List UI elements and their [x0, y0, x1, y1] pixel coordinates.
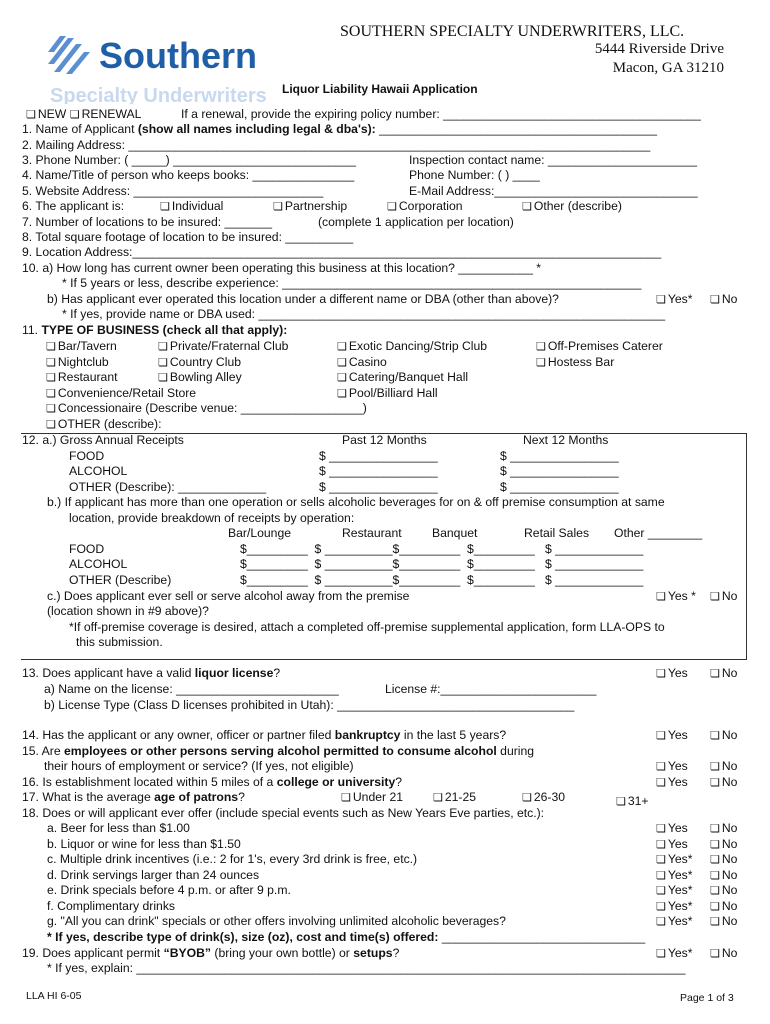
bt-label: Bowling Alley: [169, 370, 242, 384]
q13-yes-checkbox[interactable]: [656, 666, 668, 680]
q12c-yes: Yes *: [667, 589, 696, 603]
bt-label: Concessionaire (Describe venue: __________________): [57, 401, 367, 415]
q10b-yes-checkbox[interactable]: [656, 292, 668, 306]
q14-no-checkbox[interactable]: [710, 728, 722, 742]
q19-pre: 19. Does applicant permit: [22, 946, 164, 960]
renewal-policy-field[interactable]: If a renewal, provide the expiring policy number: ______________________________________: [181, 107, 701, 121]
q18-item: e. Drink specials before 4 p.m. or after 9 p.m.: [47, 883, 291, 897]
q18-no-checkbox[interactable]: [710, 821, 722, 835]
new-label: NEW: [37, 107, 67, 121]
bt-checkbox[interactable]: [337, 339, 349, 353]
partnership-checkbox[interactable]: [273, 199, 285, 213]
q12-alcohol-next[interactable]: $ ________________: [500, 464, 619, 478]
bt-label: Casino: [348, 355, 387, 369]
q13a-license[interactable]: License #:_______________________: [385, 682, 597, 696]
q10b-dba[interactable]: * If yes, provide name or DBA used: ____________________________________________________________: [62, 307, 666, 321]
q12b-alcohol: ALCOHOL: [69, 557, 128, 571]
q16-no: No: [721, 775, 738, 789]
q18-item: a. Beer for less than $1.00: [47, 821, 190, 835]
q14-yes-checkbox[interactable]: [656, 728, 668, 742]
logo-stripes-icon: [44, 26, 284, 104]
q18-item: b. Liquor or wine for less than $1.50: [47, 837, 241, 851]
bt-label: Convenience/Retail Store: [57, 386, 197, 400]
form-title: Liquor Liability Hawaii Application: [282, 82, 478, 96]
q18-no: No: [721, 821, 738, 835]
q11-number: 11.: [22, 323, 42, 337]
q18-no-checkbox[interactable]: [710, 852, 722, 866]
q1-bold: (show all names including legal & dba's):: [137, 122, 376, 136]
q12b-food: FOOD: [69, 542, 105, 556]
q14-yes: Yes: [667, 728, 688, 742]
q13-no-checkbox[interactable]: [710, 666, 722, 680]
q8-sqft[interactable]: 8. Total square footage of location to be insured: __________: [22, 230, 354, 244]
q18-item: f. Complimentary drinks: [47, 899, 176, 913]
q18-yes-checkbox[interactable]: [656, 852, 668, 866]
q15-bold: employees or other persons serving alcohol permitted to consume alcohol: [64, 744, 497, 758]
q17-post: ?: [238, 790, 245, 804]
q12b-other: OTHER (Describe): [69, 573, 172, 587]
q3-inspection-contact[interactable]: Inspection contact name: ______________________: [409, 153, 698, 167]
q18-yes-checkbox[interactable]: [656, 914, 668, 928]
q19-mid: (bring your own bottle) or: [211, 946, 354, 960]
q18-question: 18. Does or will applicant ever offer (include special events such as New Years Eve parties, etc.):: [22, 806, 545, 820]
other-label: Other (describe): [533, 199, 622, 213]
bt-checkbox[interactable]: [46, 417, 58, 431]
q12-other-past[interactable]: $ ________________: [319, 480, 438, 494]
q19-yes-checkbox[interactable]: [656, 946, 668, 960]
renewal-checkbox[interactable]: [70, 107, 82, 121]
q16-yes: Yes: [667, 775, 688, 789]
q18-item: d. Drink servings larger than 24 ounces: [47, 868, 260, 882]
new-checkbox[interactable]: [26, 107, 38, 121]
q18-yes: Yes*: [667, 914, 693, 928]
q18-no: No: [721, 837, 738, 851]
age-checkbox[interactable]: [341, 790, 353, 804]
q14-bold: bankruptcy: [334, 728, 401, 742]
q13-pre: 13. Does applicant have a valid: [22, 666, 195, 680]
q19-no-checkbox[interactable]: [710, 946, 722, 960]
bt-checkbox[interactable]: [337, 355, 349, 369]
q18-no: No: [721, 914, 738, 928]
bt-checkbox[interactable]: [46, 355, 58, 369]
age-checkbox[interactable]: [433, 790, 445, 804]
page-number: Page 1 of 3: [680, 992, 734, 1004]
q15-yes: Yes: [667, 759, 688, 773]
bt-checkbox[interactable]: [337, 370, 349, 384]
q5-website[interactable]: 5. Website Address: ____________________________: [22, 184, 324, 198]
q3-phone[interactable]: 3. Phone Number: ( _____) ___________________________: [22, 153, 357, 167]
individual-label: Individual: [171, 199, 224, 213]
q12b-label-2: location, provide breakdown of receipts by operation:: [69, 511, 355, 525]
q18-yes: Yes*: [667, 899, 693, 913]
q12a-label: 12. a.) Gross Annual Receipts: [22, 433, 184, 447]
bt-label: Hostess Bar: [547, 355, 615, 369]
age-checkbox[interactable]: [616, 794, 628, 808]
bt-label: OTHER (describe):: [57, 417, 162, 431]
q7-locations[interactable]: 7. Number of locations to be insured: _______: [22, 215, 273, 229]
corporation-checkbox[interactable]: [387, 199, 399, 213]
bt-label: Exotic Dancing/Strip Club: [348, 339, 488, 353]
q4-phone[interactable]: Phone Number: ( ) ____: [409, 168, 540, 182]
breakdown-row-alcohol[interactable]: $_________ $ __________$_________ $_________ $ _____________: [240, 557, 644, 571]
q18-no-checkbox[interactable]: [710, 868, 722, 882]
q5-email[interactable]: E-Mail Address:______________________________: [409, 184, 698, 198]
bt-label: Country Club: [169, 355, 242, 369]
q18-yes: Yes: [667, 821, 688, 835]
q12-past-header: Past 12 Months: [342, 433, 427, 447]
bt-label: Off-Premises Caterer: [547, 339, 663, 353]
q16-pre: 16. Is establishment located within 5 miles of a: [22, 775, 277, 789]
individual-checkbox[interactable]: [160, 199, 172, 213]
q16-yes-checkbox[interactable]: [656, 775, 668, 789]
q10b: b) Has applicant ever operated this location under a different name or DBA (other than above)?: [47, 292, 559, 306]
q1-label: 1. Name of Applicant: [22, 122, 138, 136]
bt-checkbox[interactable]: [46, 401, 58, 415]
q12-other-next[interactable]: $ ________________: [500, 480, 619, 494]
q14-post: in the last 5 years?: [400, 728, 507, 742]
breakdown-row-other[interactable]: $_________ $ __________$_________ $_________ $ _____________: [240, 573, 644, 587]
q13-no: No: [721, 666, 738, 680]
q4-bookkeeper[interactable]: 4. Name/Title of person who keeps books: _______________: [22, 168, 355, 182]
q15-yes-checkbox[interactable]: [656, 759, 668, 773]
company-logo: [44, 26, 284, 107]
q12-next-header: Next 12 Months: [523, 433, 609, 447]
bt-checkbox[interactable]: [158, 370, 170, 384]
q2-mailing[interactable]: 2. Mailing Address: _____________________________________________________________________________: [22, 138, 651, 152]
q15-no-checkbox[interactable]: [710, 759, 722, 773]
partnership-label: Partnership: [284, 199, 348, 213]
q18-describe-field[interactable]: ______________________________: [441, 930, 646, 944]
q18-yes: Yes*: [667, 852, 693, 866]
q13-bold: liquor license: [194, 666, 274, 680]
q17-bold: age of patrons: [154, 790, 239, 804]
q19-bold2: setups: [353, 946, 393, 960]
q18-no-checkbox[interactable]: [710, 883, 722, 897]
q18-yes: Yes*: [667, 868, 693, 882]
q10b-yes: Yes*: [667, 292, 693, 306]
q18-yes-checkbox[interactable]: [656, 837, 668, 851]
age-label: 26-30: [533, 790, 566, 804]
q9-location[interactable]: 9. Location Address:______________________________________________________________________________: [22, 245, 662, 259]
q18-no: No: [721, 852, 738, 866]
q12-other[interactable]: OTHER (Describe): _____________: [69, 480, 267, 494]
q12b-label: b.) If applicant has more than one operation or sells alcoholic beverages for on & off premise consumption at same: [47, 495, 665, 509]
q16-no-checkbox[interactable]: [710, 775, 722, 789]
bt-checkbox[interactable]: [536, 339, 548, 353]
bt-label: Catering/Banquet Hall: [348, 370, 469, 384]
col-other: Other ________: [614, 526, 703, 540]
logo-text: Southern: [99, 35, 257, 76]
q14-pre: 14. Has the applicant or any owner, officer or partner filed: [22, 728, 335, 742]
breakdown-row-food[interactable]: $_________ $ __________$_________ $_________ $ _____________: [240, 542, 644, 556]
q18-yes: Yes: [667, 837, 688, 851]
age-label: Under 21: [352, 790, 404, 804]
q19-explain[interactable]: * If yes, explain: _________________________________________________________________________________: [47, 961, 686, 975]
q12-alcohol: ALCOHOL: [69, 464, 128, 478]
q15-pre: 15. Are: [22, 744, 65, 758]
bt-checkbox[interactable]: [46, 370, 58, 384]
q12-note: *If off-premise coverage is desired, attach a completed off-premise supplemental application, form LLA-OPS to: [69, 620, 665, 634]
col-bar-lounge: Bar/Lounge: [228, 526, 292, 540]
bt-label: Restaurant: [57, 370, 118, 384]
company-address-1: 5444 Riverside Drive: [594, 41, 724, 57]
form-id: LLA HI 6-05: [26, 990, 82, 1002]
q18-yes-checkbox[interactable]: [656, 899, 668, 913]
q12-alcohol-past[interactable]: $ ________________: [319, 464, 438, 478]
q18-yes-checkbox[interactable]: [656, 883, 668, 897]
q12-food-past[interactable]: $ ________________: [319, 449, 438, 463]
bt-checkbox[interactable]: [46, 339, 58, 353]
col-restaurant: Restaurant: [342, 526, 402, 540]
q18-no-checkbox[interactable]: [710, 914, 722, 928]
q16-post: ?: [395, 775, 403, 789]
q7-note: (complete 1 application per location): [318, 215, 514, 229]
q18-item: c. Multiple drink incentives (i.e.: 2 for 1's, every 3rd drink is free, etc.): [47, 852, 418, 866]
q19-no: No: [721, 946, 738, 960]
q10a[interactable]: 10. a) How long has current owner been operating this business at this location? ___________ *: [22, 261, 541, 275]
q10b-no-checkbox[interactable]: [710, 292, 722, 306]
q14-no: No: [721, 728, 738, 742]
q13a-name[interactable]: a) Name on the license: ________________________: [44, 682, 339, 696]
q10b-no: No: [721, 292, 738, 306]
q15-line2: their hours of employment or service? (If yes, not eligible): [44, 759, 354, 773]
q18-describe: * If yes, describe type of drink(s), size (oz), cost and time(s) offered:: [47, 930, 442, 944]
corporation-label: Corporation: [398, 199, 463, 213]
q18-no: No: [721, 868, 738, 882]
bt-checkbox[interactable]: [337, 386, 349, 400]
q18-no: No: [721, 899, 738, 913]
q18-no: No: [721, 883, 738, 897]
logo-sub: Specialty Underwriters: [50, 85, 267, 104]
q12c-no: No: [721, 589, 738, 603]
bt-label: Bar/Tavern: [57, 339, 117, 353]
q12c-yes-checkbox[interactable]: [656, 589, 668, 603]
bt-checkbox[interactable]: [158, 339, 170, 353]
q18-yes-checkbox[interactable]: [656, 868, 668, 882]
q6-label: 6. The applicant is:: [22, 199, 125, 213]
q11-title: TYPE OF BUSINESS (check all that apply):: [41, 323, 288, 337]
age-label: 31+: [627, 794, 649, 808]
q18-yes: Yes*: [667, 883, 693, 897]
q15-post: during: [496, 744, 535, 758]
q12c-label-2: (location shown in #9 above)?: [47, 604, 209, 618]
q15-no: No: [721, 759, 738, 773]
q16-bold: college or university: [276, 775, 396, 789]
q18-yes-checkbox[interactable]: [656, 821, 668, 835]
q12c-no-checkbox[interactable]: [710, 589, 722, 603]
q13-post: ?: [273, 666, 281, 680]
q1-field[interactable]: _________________________________________: [375, 122, 658, 136]
q13-yes: Yes: [667, 666, 688, 680]
age-label: 21-25: [444, 790, 477, 804]
q12-note-2: this submission.: [76, 635, 163, 649]
q12-food-next[interactable]: $ ________________: [500, 449, 619, 463]
renewal-label: RENEWAL: [81, 107, 142, 121]
q19-yes: Yes*: [667, 946, 693, 960]
q19-post: ?: [392, 946, 400, 960]
q18-no-checkbox[interactable]: [710, 899, 722, 913]
bt-checkbox[interactable]: [536, 355, 548, 369]
q13b-type[interactable]: b) License Type (Class D licenses prohibited in Utah): ___________________________________: [44, 698, 575, 712]
q18-no-checkbox[interactable]: [710, 837, 722, 851]
q12-food: FOOD: [69, 449, 105, 463]
bt-checkbox[interactable]: [158, 355, 170, 369]
company-address-2: Macon, GA 31210: [612, 60, 724, 76]
other-checkbox[interactable]: [522, 199, 534, 213]
company-name: SOUTHERN SPECIALTY UNDERWRITERS, LLC.: [340, 23, 685, 40]
bt-label: Pool/Billiard Hall: [348, 386, 438, 400]
bt-label: Nightclub: [57, 355, 109, 369]
q10a-experience[interactable]: * If 5 years or less, describe experience: _____________________________________________________: [62, 276, 642, 290]
bt-checkbox[interactable]: [46, 386, 58, 400]
bt-label: Private/Fraternal Club: [169, 339, 289, 353]
q17-pre: 17. What is the average: [22, 790, 155, 804]
q19-bold: “BYOB”: [163, 946, 211, 960]
col-banquet: Banquet: [432, 526, 478, 540]
q18-item: g. "All you can drink" specials or other offers involving unlimited alcoholic beverages?: [47, 914, 506, 928]
q12c-label: c.) Does applicant ever sell or serve alcohol away from the premise: [47, 589, 410, 603]
col-retail: Retail Sales: [524, 526, 590, 540]
age-checkbox[interactable]: [522, 790, 534, 804]
